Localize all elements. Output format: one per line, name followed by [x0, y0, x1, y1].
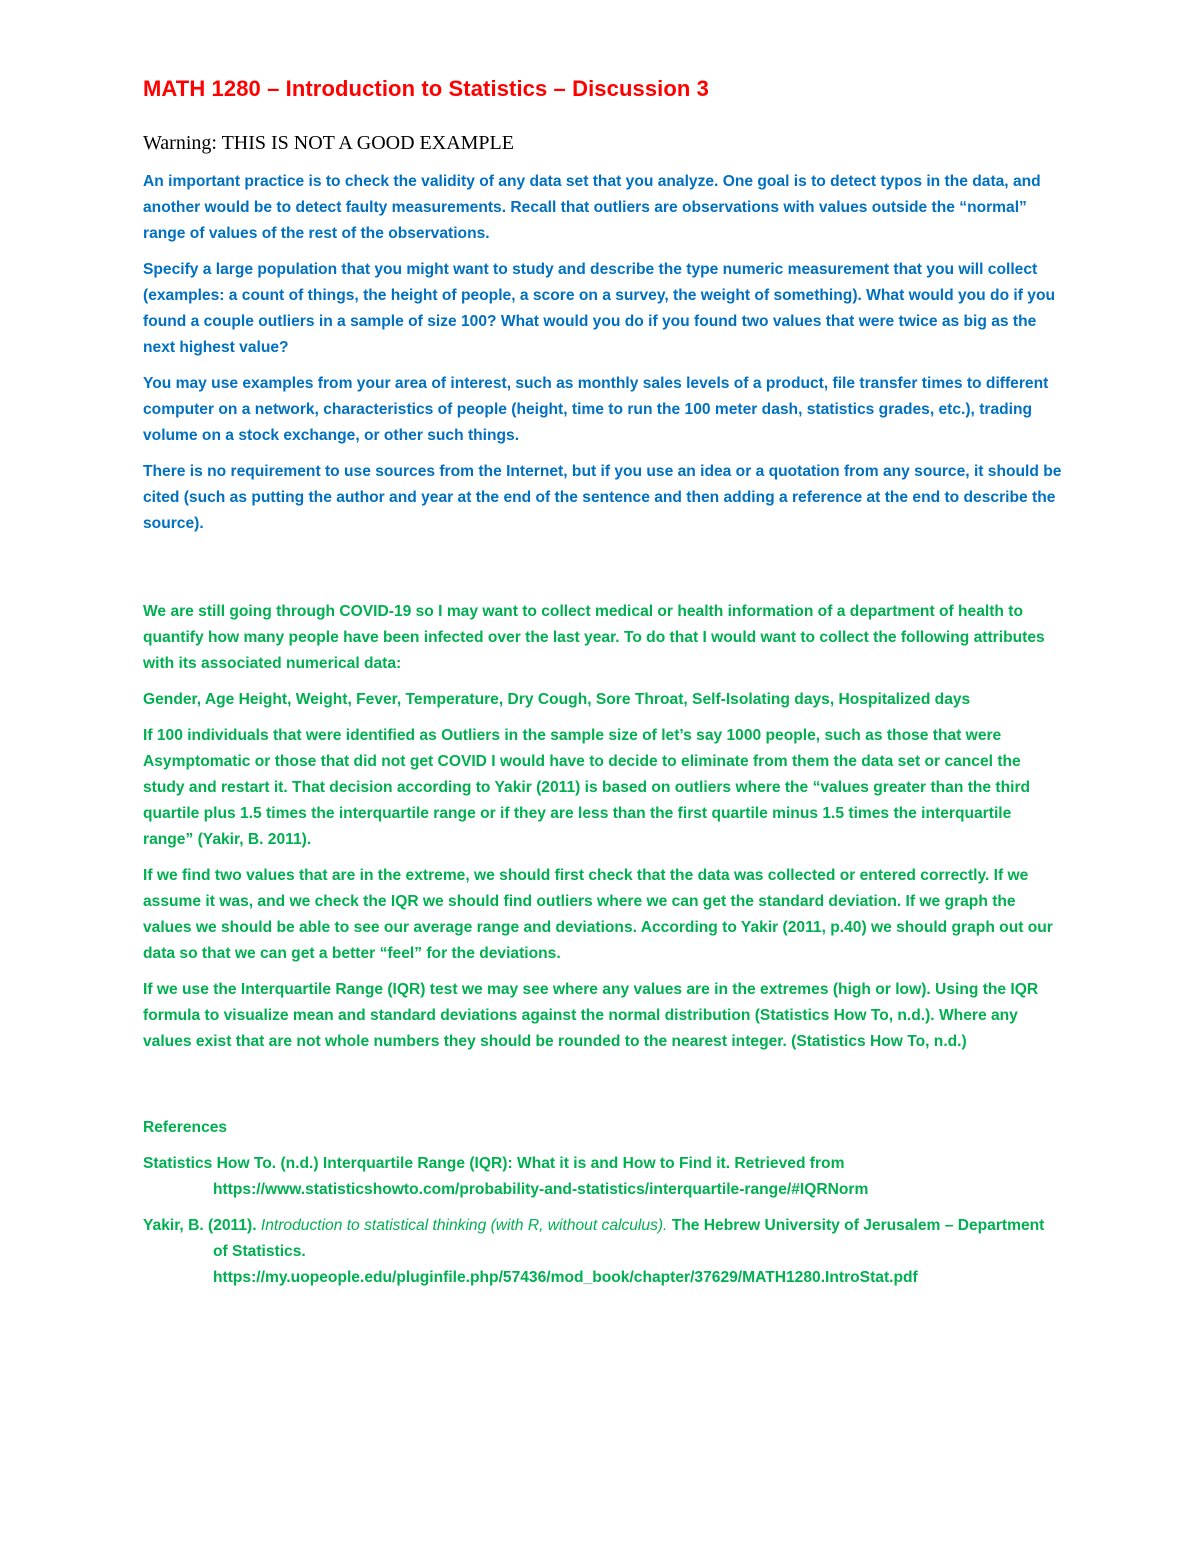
- response-paragraph-2: If 100 individuals that were identified as Outliers in the sample size of let’s say 1000 people, such as those that were Asymptomatic or those that did not get COVID I would have to decide to eliminate from them the data set or cancel the study and restart it. That decision according to Yakir (2011) is based on outliers where the “values greater than the third quartile plus 1.5 times the interquartile range or if they are less than the first quartile minus 1.5 times the interquartile range” (Yakir, B. 2011).: [143, 727, 1031, 848]
- reference-2-rest: The Hebrew University of Jerusalem – Department of Statistics.: [213, 1217, 1045, 1260]
- prompt-paragraph-4: There is no requirement to use sources from the Internet, but if you use an idea or a quotation from any source, it should be cited (such as putting the author and year at the end of the sentence and then adding a reference at the end to describe the source).: [143, 463, 1062, 532]
- response-attributes-list: Gender, Age Height, Weight, Fever, Temperature, Dry Cough, Sore Throat, Self-Isolating days, Hospitalized days: [143, 691, 971, 708]
- reference-1-url[interactable]: https://www.statisticshowto.com/probability-and-statistics/interquartile-range/#IQRNorm: [213, 1181, 869, 1198]
- references-heading: References: [143, 1119, 228, 1136]
- warning-line: Warning: THIS IS NOT A GOOD EXAMPLE: [143, 132, 514, 154]
- prompt-paragraph-2: Specify a large population that you might want to study and describe the type numeric measurement that you will collect (examples: a count of things, the height of people, a score on a survey, the weight of something). What would you do if you found a couple outliers in a sample of size 100? What would you do if you found two values that were twice as big as the next highest value?: [143, 261, 1056, 356]
- document-title: MATH 1280 – Introduction to Statistics – Discussion 3: [143, 76, 710, 101]
- reference-2-book-title: Introduction to statistical thinking (with R, without calculus).: [260, 1217, 668, 1234]
- references-gap: [143, 1065, 1063, 1115]
- prompt-paragraph-1: An important practice is to check the validity of any data set that you analyze. One goal is to detect typos in the data, and another would be to detect faulty measurements. Recall that outliers are observations with values outside the “normal” range of values of the rest of the observations.: [143, 173, 1041, 242]
- reference-2-lead: Yakir, B. (2011).: [143, 1217, 261, 1234]
- response-paragraph-4: If we use the Interquartile Range (IQR) test we may see where any values are in the extremes (high or low). Using the IQR formula to visualize mean and standard deviations against the normal distribution (Statistics How To, n.d.). Where any values exist that are not whole numbers they should be rounded to the nearest integer. (Statistics How To, n.d.): [143, 981, 1039, 1050]
- reference-yakir: [143, 1213, 1063, 1291]
- prompt-section: [143, 169, 1063, 537]
- document-content: [143, 76, 1063, 1301]
- references-section: [143, 1115, 1063, 1291]
- reference-statistics-how-to: [143, 1151, 1063, 1203]
- response-paragraph-1: We are still going through COVID-19 so I may want to collect medical or health information of a department of health to quantify how many people have been infected over the last year. To do that I would want to collect the following attributes with its associated numerical data:: [143, 603, 1045, 672]
- reference-1-text: Statistics How To. (n.d.) Interquartile Range (IQR): What it is and How to Find it. Retrieved from: [143, 1155, 845, 1172]
- response-paragraph-3: If we find two values that are in the extreme, we should first check that the data was collected or entered correctly. If we assume it was, and we check the IQR we should find outliers where we can get the standard deviation. If we graph the values we should be able to see our average range and deviations. According to Yakir (2011, p.40) we should graph out our data so that we can get a better “feel” for the deviations.: [143, 867, 1053, 962]
- reference-2-url[interactable]: https://my.uopeople.edu/pluginfile.php/57436/mod_book/chapter/37629/MATH1280.IntroStat.pdf: [213, 1269, 918, 1286]
- response-section: [143, 599, 1063, 1055]
- section-gap: [143, 547, 1063, 599]
- prompt-paragraph-3: You may use examples from your area of interest, such as monthly sales levels of a product, file transfer times to different computer on a network, characteristics of people (height, time to run the 100 meter dash, statistics grades, etc.), trading volume on a stock exchange, or other such things.: [143, 375, 1049, 444]
